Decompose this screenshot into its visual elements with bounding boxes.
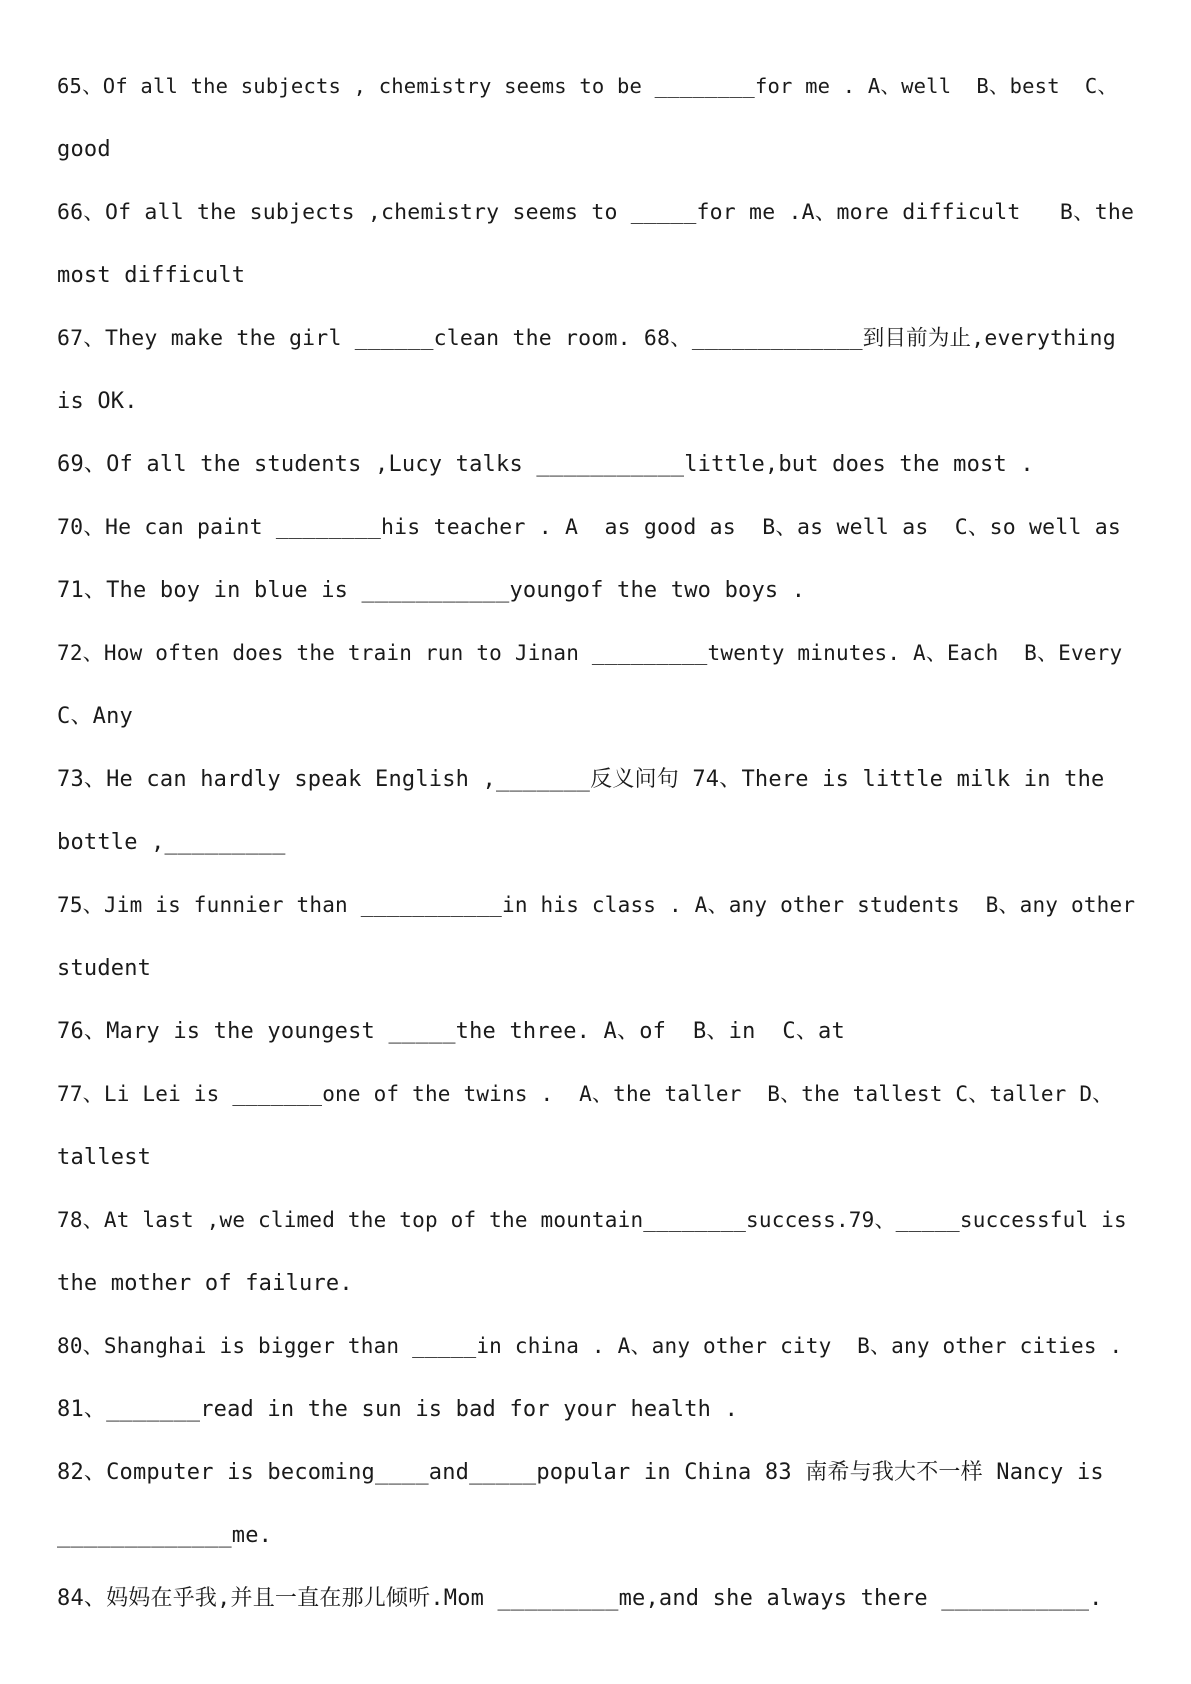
question-71-line-1: 71、The boy in blue is ___________youngof the two boys . — [57, 578, 806, 603]
question-84-line-1: 84、妈妈在乎我,并且一直在那儿倾听.Mom _________me,and she always there ___________. — [57, 1586, 1103, 1611]
worksheet-page — [57, 55, 1137, 1630]
question-72-line-1: 72、How often does the train run to Jinan _________twenty minutes. A、Each B、Every — [57, 641, 1123, 665]
question-72-line-2: C、Any — [57, 704, 133, 729]
question-65-line-1: 65、Of all the subjects , chemistry seems to be ________for me . A、well B、best C、 — [57, 74, 1119, 98]
question-70-line-1: 70、He can paint ________his teacher . A as good as B、as well as C、so well as — [57, 515, 1122, 540]
question-77-line-2: tallest — [57, 1145, 152, 1170]
question-73-line-2: bottle ,_________ — [57, 830, 286, 855]
question-78-line-2: the mother of failure. — [57, 1271, 353, 1296]
question-77-line-1: 77、Li Lei is _______one of the twins . A、the taller B、the tallest C、taller D、 — [57, 1082, 1114, 1106]
question-67-line-2: is OK. — [57, 389, 138, 414]
question-82-line-1: 82、Computer is becoming____and_____popular in China 83 南希与我大不一样 Nancy is — [57, 1460, 1104, 1485]
question-76-line-1: 76、Mary is the youngest _____the three. A、of B、in C、at — [57, 1019, 845, 1044]
question-67-line-1: 67、They make the girl ______clean the room. 68、_____________到目前为止,everything — [57, 326, 1116, 351]
question-78-line-1: 78、At last ,we climed the top of the mountain________success.79、_____successful is — [57, 1208, 1127, 1232]
question-82-line-2: _____________me. — [57, 1523, 273, 1548]
question-75-line-1: 75、Jim is funnier than ___________in his class . A、any other students B、any other — [57, 893, 1136, 917]
question-80-line-1: 80、Shanghai is bigger than _____in china . A、any other city B、any other cities . — [57, 1334, 1123, 1358]
question-73-line-1: 73、He can hardly speak English ,_______反义问句 74、There is little milk in the — [57, 767, 1105, 792]
question-66-line-2: most difficult — [57, 263, 246, 288]
question-69-line-1: 69、Of all the students ,Lucy talks ___________little,but does the most . — [57, 452, 1034, 477]
question-66-line-1: 66、Of all the subjects ,chemistry seems to _____for me .A、more difficult B、the — [57, 200, 1135, 225]
question-75-line-2: student — [57, 956, 152, 981]
question-65-line-2: good — [57, 137, 111, 162]
question-81-line-1: 81、_______read in the sun is bad for your health . — [57, 1397, 739, 1422]
